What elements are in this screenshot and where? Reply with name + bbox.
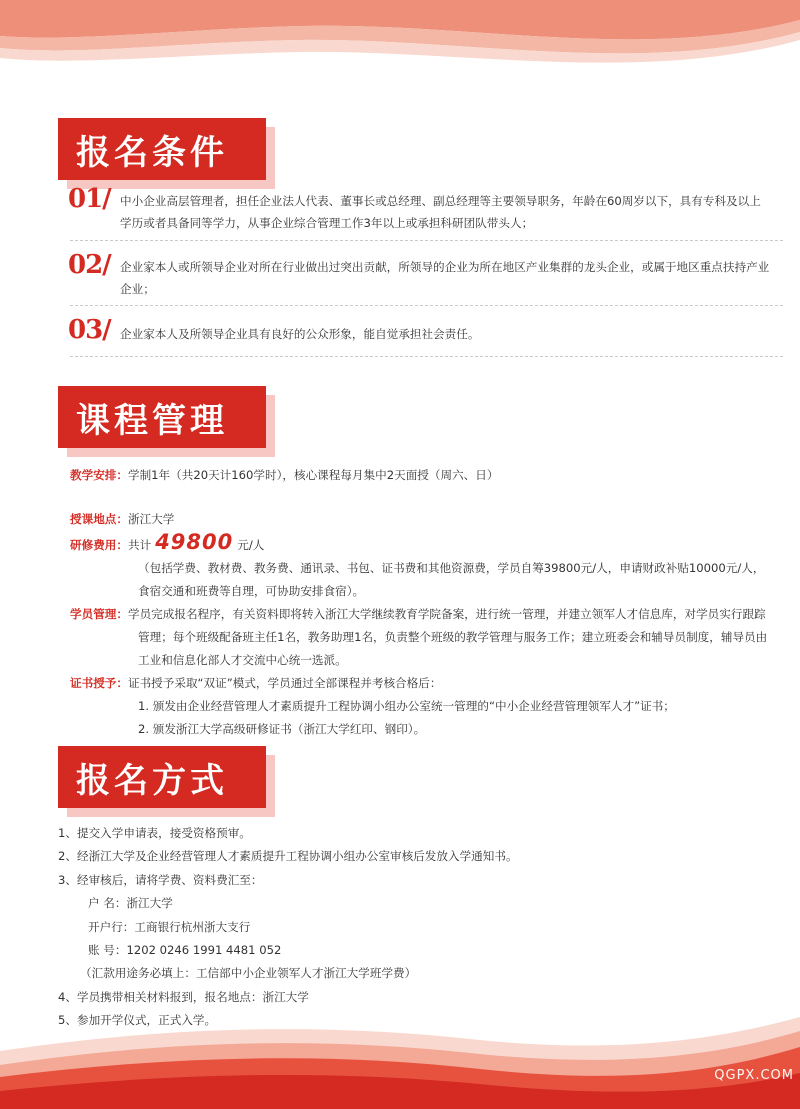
condition-number: 01/ — [68, 184, 111, 214]
step-item: 3、经审核后，请将学费、资料费汇至： — [58, 872, 263, 887]
student-label: 学员管理： — [70, 607, 128, 621]
location-row — [70, 508, 774, 531]
schedule-text: 学制1年（共20天计160学时），核心课程每月集中2天面授（周六、日） — [127, 468, 499, 482]
bank-name: 开户行：工商银行杭州浙大支行 — [88, 919, 251, 934]
condition-number: 03/ — [68, 315, 111, 345]
condition-item — [68, 315, 770, 355]
location-label: 授课地点： — [70, 512, 128, 526]
divider — [70, 240, 783, 241]
bottom-wave-decoration — [0, 999, 800, 1109]
condition-item — [68, 184, 770, 236]
section-title-course: 课程管理 — [58, 386, 266, 448]
cert-item: 2. 颁发浙江大学高级研修证书（浙江大学红印、钢印）。 — [138, 722, 426, 736]
cert-item: 1. 颁发由企业经营管理人才素质提升工程协调小组办公室统一管理的“中小企业经营管理领军人才”证书； — [138, 699, 675, 713]
section-title-method: 报名方式 — [58, 746, 266, 808]
cert-label: 证书授予： — [70, 676, 128, 690]
condition-text: 中小企业高层管理者，担任企业法人代表、董事长或总经理、副总经理等主要领导职务，年龄在60周岁以下，具有专科及以上学历或者具备同等学力，从事企业综合管理工作3年以上或承担科研团队带头人； — [120, 194, 761, 230]
course-details — [70, 508, 774, 741]
fee-detail: （包括学费、教材费、教务费、通讯录、书包、证书费和其他资源费，学员自筹39800元/人，申请财政补贴10000元/人，食宿交通和班费等自理，可协助安排食宿）。 — [138, 561, 765, 598]
step-item: 4、学员携带相关材料报到，报名地点：浙江大学 — [58, 989, 309, 1004]
remittance-remark: （汇款用途务必填上：工信部中小企业领军人才浙江大学班学费） — [80, 966, 417, 981]
step-item: 1、提交入学申请表，接受资格预审。 — [58, 826, 251, 840]
condition-item — [68, 250, 770, 302]
account-name: 户 名：浙江大学 — [88, 896, 173, 911]
fee-unit: 元/人 — [237, 538, 265, 552]
cert-row — [70, 672, 774, 695]
course-schedule — [70, 464, 774, 487]
schedule-label: 教学安排： — [70, 468, 128, 482]
divider — [70, 305, 783, 306]
fee-amount: 49800 — [155, 530, 234, 554]
fee-label: 研修费用： — [70, 538, 128, 552]
condition-number: 02/ — [68, 250, 111, 280]
divider — [70, 356, 783, 357]
cert-text: 证书授予采取“双证”模式，学员通过全部课程并考核合格后： — [127, 676, 442, 690]
condition-text: 企业家本人及所领导企业具有良好的公众形象，能自觉承担社会责任。 — [120, 327, 480, 341]
section-title-conditions: 报名条件 — [58, 118, 266, 180]
fee-prefix: 共计 — [127, 538, 152, 552]
fee-row — [70, 531, 774, 557]
top-wave-decoration — [0, 0, 800, 110]
condition-text: 企业家本人或所领导企业对所在行业做出过突出贡献，所领导的企业为所在地区产业集群的龙头企业，或属于地区重点扶持产业企业； — [120, 260, 770, 296]
location-text: 浙江大学 — [127, 512, 175, 526]
watermark: QGPX.COM — [714, 1068, 794, 1083]
student-text: 学员完成报名程序，有关资料即将转入浙江大学继续教育学院备案，进行统一管理，并建立领军人才信息库，对学员实行跟踪管理；每个班级配备班主任1名，教务助理1名，负责整个班级的教学管理与服务工作；建立班委会和辅导员制度，辅导员由工业和信息化部人才交流中心统一选派。 — [127, 607, 768, 667]
step-item: 2、经浙江大学及企业经营管理人才素质提升工程协调小组办公室审核后发放入学通知书。 — [58, 849, 518, 864]
student-row — [70, 603, 774, 672]
step-item: 5、参加开学仪式，正式入学。 — [58, 1013, 217, 1028]
account-number: 账 号：1202 0246 1991 4481 052 — [88, 943, 282, 958]
